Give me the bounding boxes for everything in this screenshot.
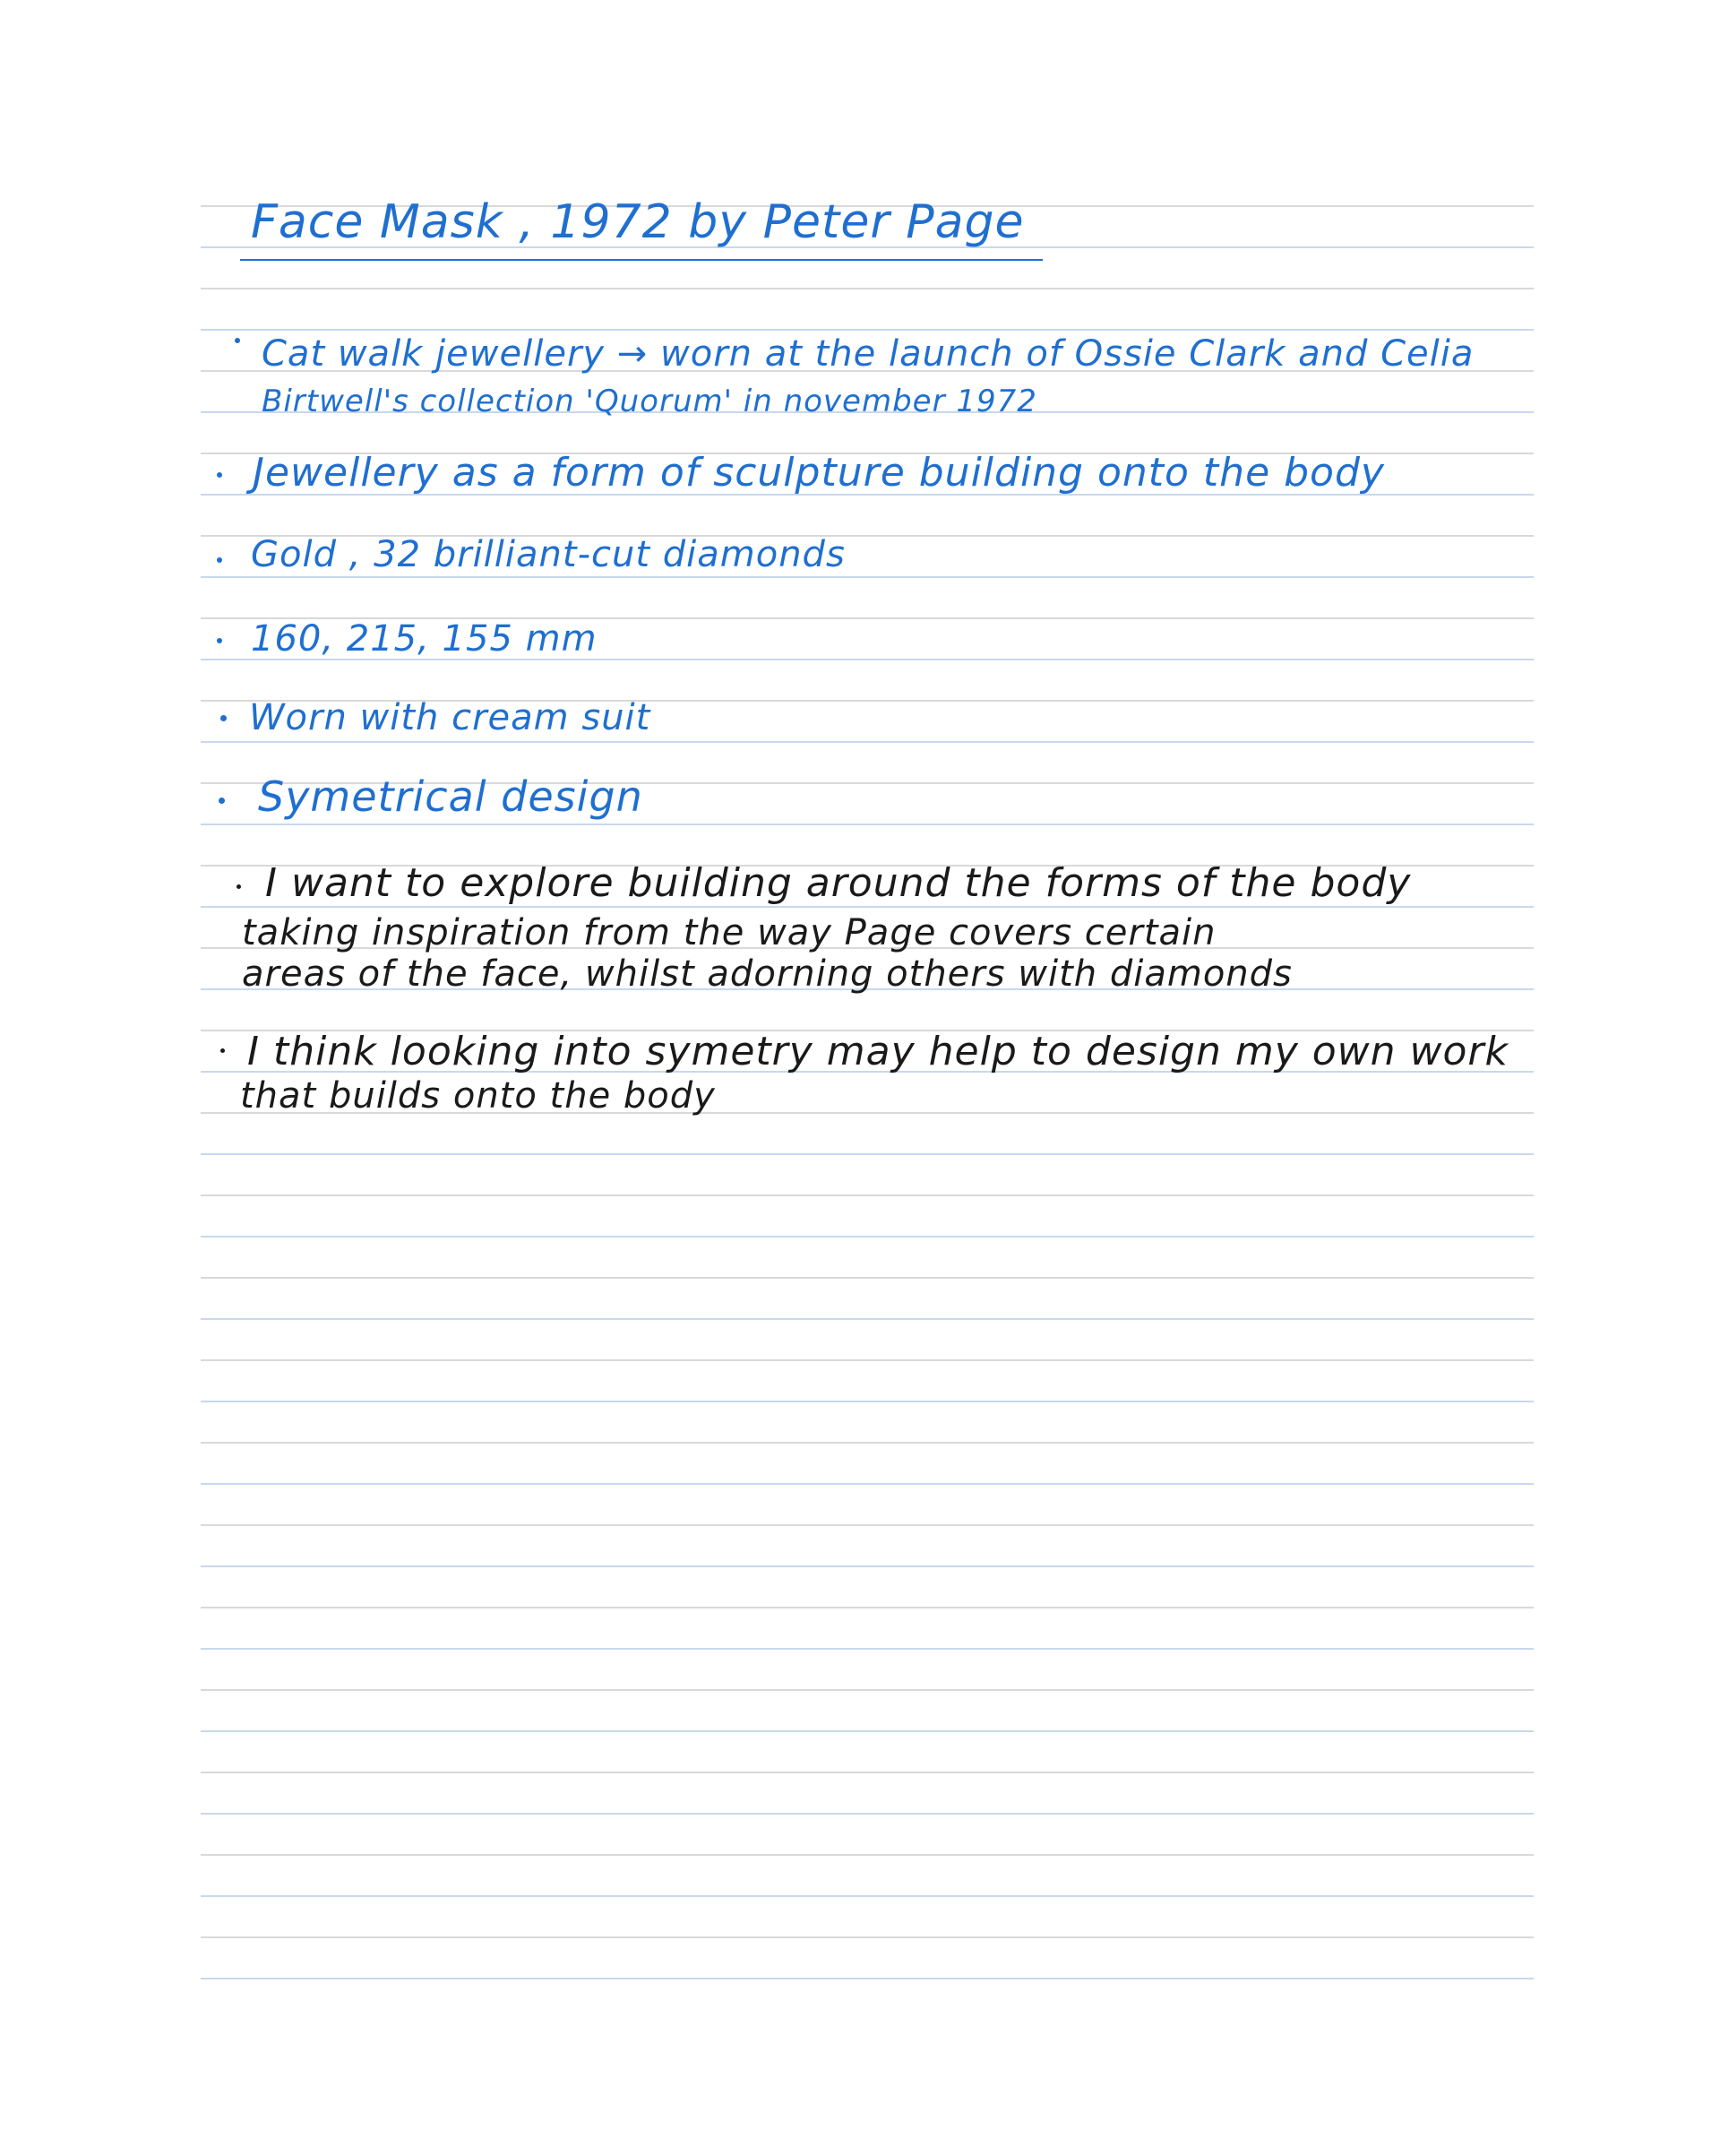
note-line: that builds onto the body bbox=[240, 1075, 716, 1117]
bullet-dot bbox=[219, 798, 225, 804]
title-underline bbox=[240, 259, 1043, 261]
bullet-dot bbox=[220, 715, 227, 721]
bullet-dot bbox=[235, 338, 240, 343]
note-line: I want to explore building around the forms of the body bbox=[265, 860, 1412, 906]
page-title: Face Mask , 1972 by Peter Page bbox=[251, 195, 1025, 249]
note-line: Worn with cream suit bbox=[249, 697, 651, 738]
note-line: 160, 215, 155 mm bbox=[251, 618, 598, 660]
note-line: taking inspiration from the way Page covers certain bbox=[242, 912, 1217, 953]
bullet-dot bbox=[217, 472, 222, 478]
bullet-dot bbox=[217, 638, 222, 643]
bullet-dot bbox=[220, 1048, 225, 1053]
note-line: Gold , 32 brilliant-cut diamonds bbox=[251, 534, 846, 575]
note-line: I think looking into symetry may help to design my own work bbox=[247, 1029, 1509, 1074]
note-line: Birtwell's collection 'Quorum' in november 1972 bbox=[262, 384, 1037, 419]
note-line: Cat walk jewellery → worn at the launch of Ossie Clark and Celia bbox=[262, 333, 1475, 375]
note-line: areas of the face, whilst adorning others with diamonds bbox=[242, 953, 1293, 995]
bullet-dot bbox=[236, 884, 241, 889]
note-line: Symetrical design bbox=[258, 772, 643, 821]
note-line: Jewellery as a form of sculpture building onto the body bbox=[253, 450, 1385, 496]
bullet-dot bbox=[217, 557, 222, 563]
